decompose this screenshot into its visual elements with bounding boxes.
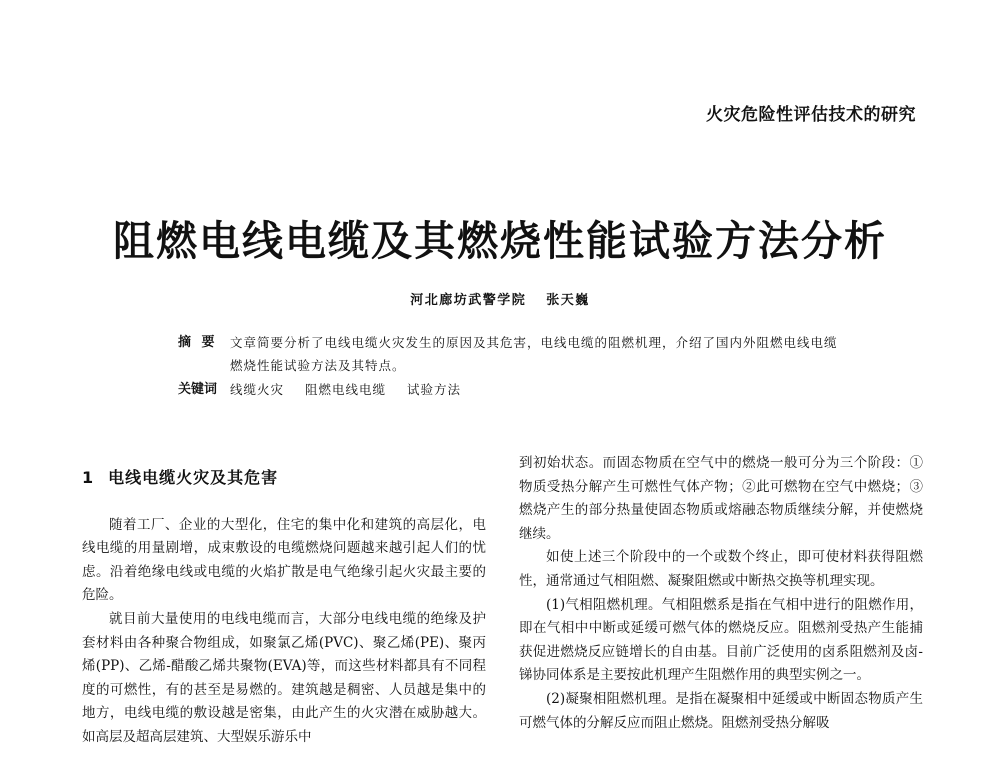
author-affiliation: 河北廊坊武警学院 [410, 293, 527, 308]
keywords-list [230, 378, 461, 401]
abstract [178, 331, 838, 377]
keywords [178, 378, 838, 401]
keyword: 阻燃电线电缆 [305, 382, 387, 397]
body-paragraph: 就目前大量使用的电线电缆而言，大部分电线电缆的绝缘及护套材料由各种聚合物组成，如聚氯乙烯(PVC)、聚乙烯(PE)、聚丙烯(PP)、乙烯-醋酸乙烯共聚物(EVA)等，而这些材料都具有不同程度的可燃性，有的甚至是易燃的。建筑越是稠密、人员越是集中的地方，电线电缆的敷设越是密集，由此产生的火灾潜在威胁越大。如高层及超高层建筑、大型娱乐游乐中 [82, 610, 486, 745]
keyword: 试验方法 [407, 382, 462, 397]
body-paragraph: 到初始状态。而固态物质在空气中的燃烧一般可分为三个阶段：①物质受热分解产生可燃性气体产物；②此可燃物在空气中燃烧；③燃烧产生的部分热量使固态物质或熔融态物质继续分解，并使燃烧继续。 [519, 455, 923, 542]
author-line [0, 289, 1000, 308]
right-column [519, 452, 923, 735]
section-heading [82, 466, 486, 490]
author-name: 张天巍 [546, 293, 590, 308]
section-title: 电线电缆火灾及其危害 [108, 468, 279, 487]
body-paragraph: (1)气相阻燃机理。气相阻燃系是指在气相中进行的阻燃作用，即在气相中中断或延缓可燃气体的燃烧反应。阻燃剂受热产生能捕获促进燃烧反应链增长的自由基。目前广泛使用的卤系阻燃剂及卤-锑协同体系是主要按此机理产生阻燃作用的典型实例之一。 [519, 596, 923, 684]
keyword: 线缆火灾 [230, 382, 285, 397]
body-paragraph: (2)凝聚相阻燃机理。是指在凝聚相中延缓或中断固态物质产生可燃气体的分解反应而阻止燃烧。阻燃剂受热分解吸 [519, 690, 923, 731]
left-column [82, 452, 486, 750]
paper-title: 阻燃电线电缆及其燃烧性能试验方法分析 [113, 217, 887, 265]
abstract-text: 文章简要分析了电线电缆火灾发生的原因及其危害，电线电缆的阻燃机理，介绍了国内外阻燃电线电缆燃烧性能试验方法及其特点。 [230, 335, 838, 373]
body-paragraph: 如使上述三个阶段中的一个或数个终止，即可使材料获得阻燃性，通常通过气相阻燃、凝聚阻燃或中断热交换等机理实现。 [519, 549, 923, 589]
keywords-label: 关键词 [178, 382, 218, 397]
section-number: 1 [82, 468, 95, 487]
body-paragraph: 随着工厂、企业的大型化，住宅的集中化和建筑的高层化，电线电缆的用量剧增，成束敷设的电缆燃烧问题越来越引起人们的忧虑。沿着绝缘电线或电缆的火焰扩散是电气绝缘引起火灾最主要的危险。 [82, 516, 486, 604]
abstract-label: 摘 要 [178, 335, 218, 350]
running-header: 火灾危险性评估技术的研究 [706, 105, 916, 125]
